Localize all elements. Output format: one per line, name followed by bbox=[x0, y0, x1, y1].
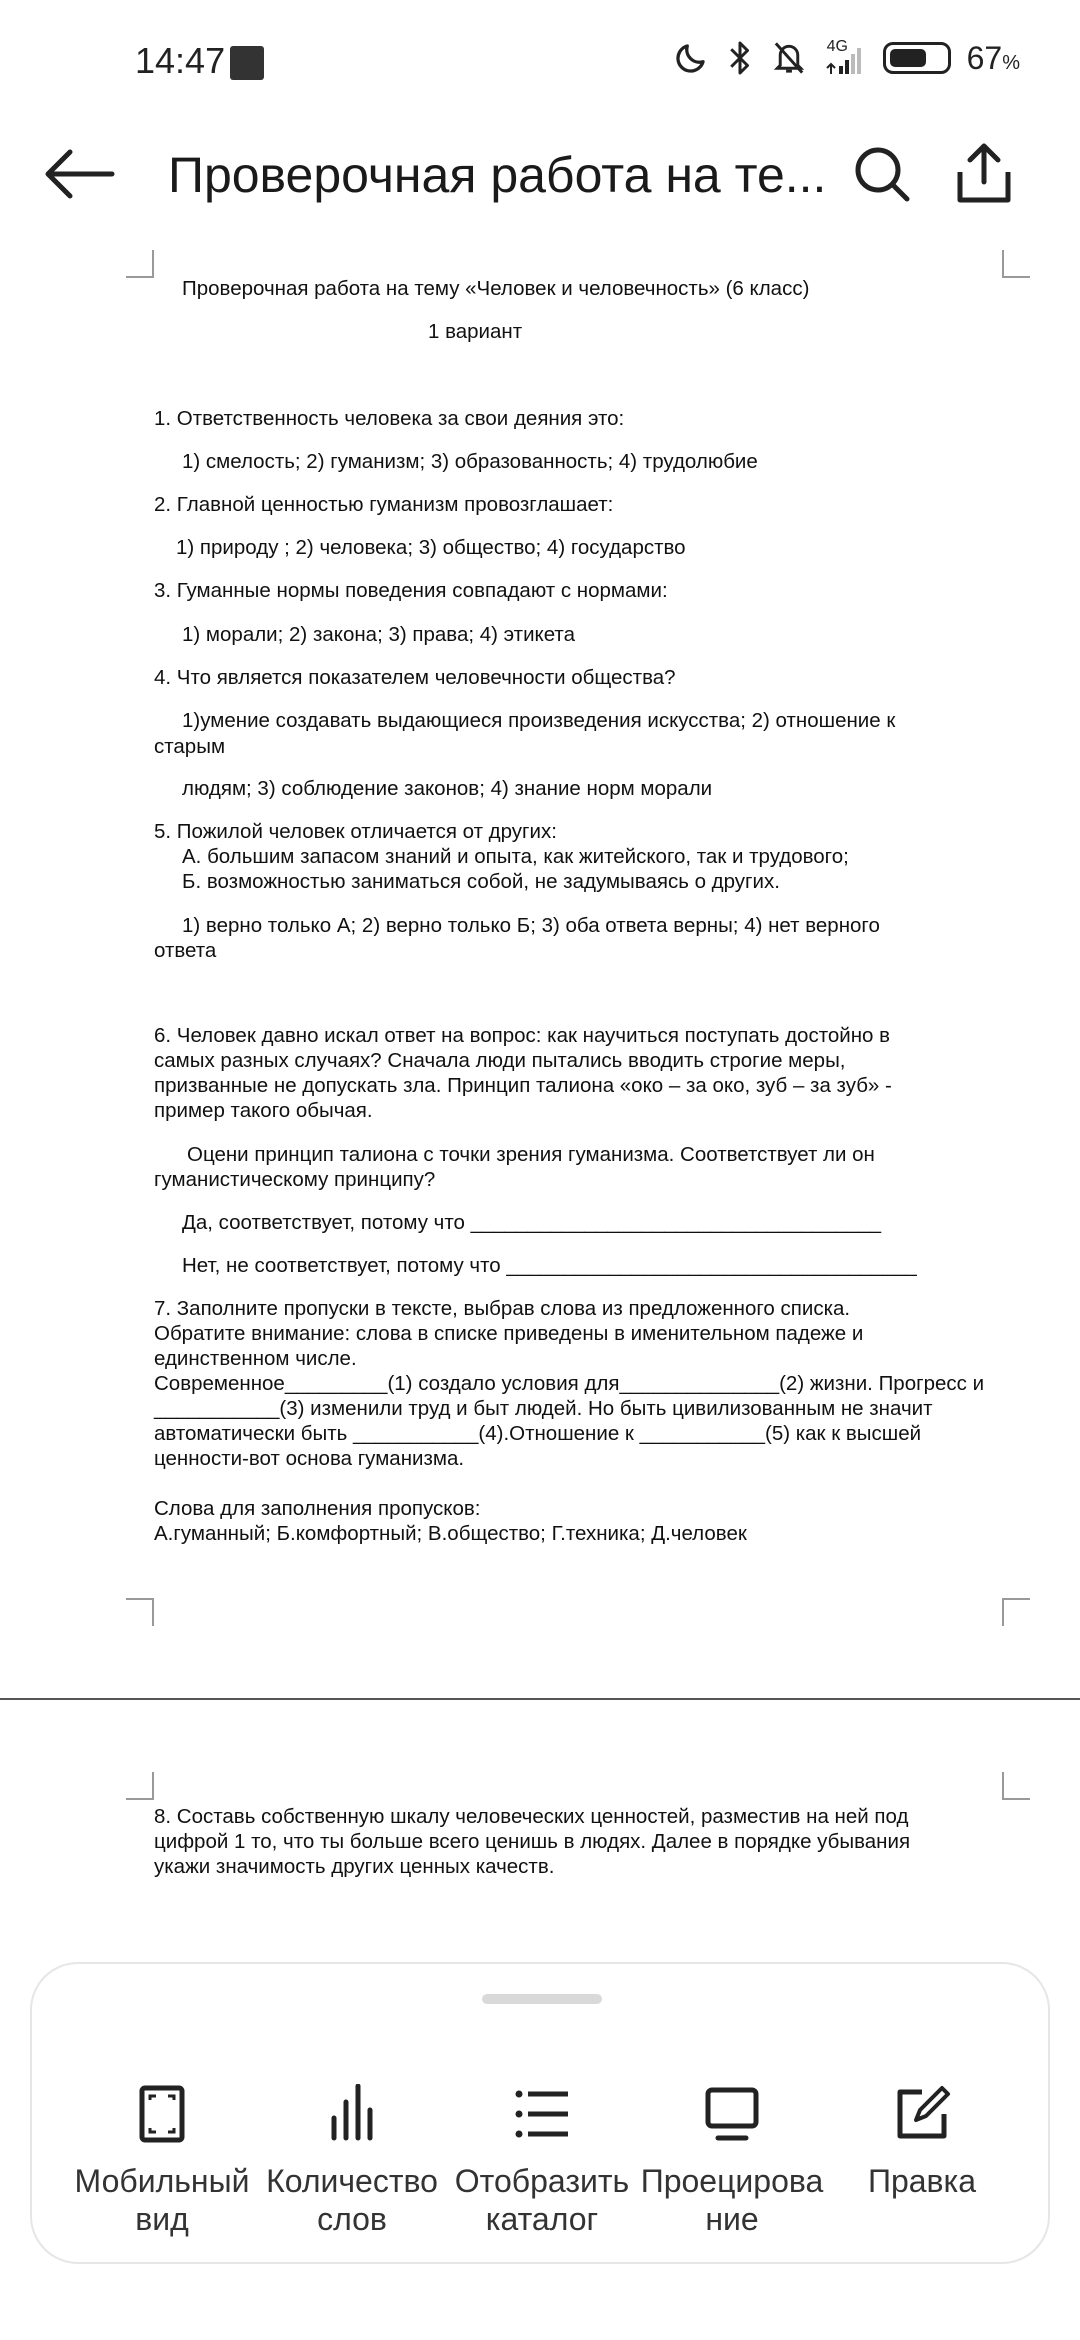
page-corner-mark bbox=[1002, 250, 1030, 278]
question-7-line4: Современное_________(1) создало условия для______________(2) жизни. Прогресс и bbox=[154, 1372, 985, 1395]
sheet-drag-handle[interactable] bbox=[482, 1994, 602, 2004]
question-8-line1: 8. Составь собственную шкалу человеческих ценностей, разместив на ней под bbox=[154, 1805, 909, 1828]
moon-icon bbox=[673, 40, 709, 76]
projection-label-2: ние bbox=[705, 2201, 759, 2237]
projection-label-1: Проецирова bbox=[640, 2163, 824, 2199]
page-corner-mark bbox=[1002, 1772, 1030, 1800]
question-1: 1. Ответственность человека за свои деяния это: bbox=[154, 407, 625, 430]
question-7-line5: ___________(3) изменили труд и быт людей. Но быть цивилизованным не значит bbox=[154, 1397, 933, 1420]
question-5-options-line2: ответа bbox=[154, 939, 217, 962]
question-2-options: 1) природу ; 2) человека; 3) общество; 4) государство bbox=[176, 536, 686, 559]
page-divider bbox=[0, 1698, 1080, 1700]
catalog-list-icon bbox=[512, 2084, 572, 2144]
signal-icon bbox=[823, 38, 867, 78]
question-7-words-label: Слова для заполнения пропусков: bbox=[154, 1497, 481, 1520]
word-count-label-1: Количество bbox=[266, 2163, 438, 2199]
page-corner-mark bbox=[126, 1598, 154, 1626]
question-7-line1: 7. Заполните пропуски в тексте, выбрав слова из предложенного списка. bbox=[154, 1297, 851, 1320]
show-catalog-label-2: каталог bbox=[485, 2201, 599, 2237]
mobile-view-button[interactable] bbox=[67, 2084, 257, 2238]
bell-muted-icon bbox=[771, 39, 807, 77]
mobile-view-icon bbox=[132, 2084, 192, 2144]
projection-button[interactable] bbox=[637, 2084, 827, 2238]
question-7-line6: автоматически быть ___________(4).Отношение к ___________(5) как к высшей bbox=[154, 1422, 922, 1445]
question-6-answer-yes: Да, соответствует, потому что ____________________________________ bbox=[182, 1211, 882, 1234]
page-corner-mark bbox=[126, 1772, 154, 1800]
question-6-line2: самых разных случаях? Сначала люди пытались вводить строгие меры, bbox=[154, 1049, 846, 1072]
mobile-view-label-2: вид bbox=[135, 2201, 189, 2237]
word-count-label-2: слов bbox=[317, 2201, 387, 2237]
network-type: 4G bbox=[826, 38, 848, 55]
question-4-options-line2: старым bbox=[154, 735, 226, 758]
question-1-options: 1) смелость; 2) гуманизм; 3) образованность; 4) трудолюбие bbox=[182, 450, 758, 473]
question-4-options-line1: 1)умение создавать выдающиеся произведения искусства; 2) отношение к bbox=[182, 709, 896, 732]
question-7-line7: ценности-вот основа гуманизма. bbox=[154, 1447, 465, 1470]
question-2: 2. Главной ценностью гуманизм провозглашает: bbox=[154, 493, 614, 516]
question-6-task-line2: гуманистическому принципу? bbox=[154, 1168, 436, 1191]
show-catalog-button[interactable] bbox=[447, 2084, 637, 2238]
doc-title: Проверочная работа на тему «Человек и человечность» (6 класс) bbox=[182, 277, 810, 300]
back-arrow-icon bbox=[40, 144, 120, 204]
status-time: 14:47 bbox=[135, 40, 226, 81]
share-icon bbox=[952, 140, 1016, 206]
page-corner-mark bbox=[126, 250, 154, 278]
question-5-options-line1: 1) верно только А; 2) верно только Б; 3) оба ответа верны; 4) нет верного bbox=[182, 914, 880, 937]
battery-fill bbox=[890, 49, 926, 67]
edit-label: Правка bbox=[867, 2163, 977, 2199]
status-icons bbox=[673, 38, 1020, 78]
notification-square-icon bbox=[230, 46, 264, 80]
question-6-line4: пример такого обычая. bbox=[154, 1099, 373, 1122]
page-corner-mark bbox=[1002, 1598, 1030, 1626]
projection-monitor-icon bbox=[702, 2084, 762, 2144]
question-6-line3: призванные не допускать зла. Принцип талиона «око – за око, зуб – за зуб» - bbox=[154, 1074, 892, 1097]
question-6-task-line1: Оцени принцип талиона с точки зрения гуманизма. Соответствует ли он bbox=[187, 1143, 875, 1166]
question-8-line2: цифрой 1 то, что ты больше всего ценишь в людях. Далее в порядке убывания bbox=[154, 1830, 911, 1853]
search-icon bbox=[850, 142, 914, 206]
question-5: 5. Пожилой человек отличается от других: bbox=[154, 820, 557, 843]
question-5-statement-a: А. большим запасом знаний и опыта, как житейского, так и трудового; bbox=[182, 845, 849, 868]
status-bar bbox=[0, 0, 1080, 120]
battery-icon bbox=[883, 42, 951, 74]
mobile-view-label-1: Мобильный bbox=[74, 2163, 250, 2199]
bluetooth-icon bbox=[725, 39, 755, 77]
question-4: 4. Что является показателем человечности общества? bbox=[154, 666, 676, 689]
question-4-options-line3: людям; 3) соблюдение законов; 4) знание норм морали bbox=[182, 777, 713, 800]
share-button[interactable] bbox=[952, 140, 1016, 206]
app-bar bbox=[0, 120, 1080, 230]
question-5-statement-b: Б. возможностью заниматься собой, не задумываясь о других. bbox=[182, 870, 780, 893]
question-6-line1: 6. Человек давно искал ответ на вопрос: как научиться поступать достойно в bbox=[154, 1024, 891, 1047]
question-3: 3. Гуманные нормы поведения совпадают с нормами: bbox=[154, 579, 668, 602]
question-3-options: 1) морали; 2) закона; 3) права; 4) этикета bbox=[182, 623, 575, 646]
battery-percent: 67% bbox=[966, 39, 1020, 76]
word-count-icon bbox=[322, 2084, 382, 2144]
question-7-line3: единственном числе. bbox=[154, 1347, 357, 1370]
show-catalog-label-1: Отобразить bbox=[454, 2163, 630, 2199]
word-count-button[interactable] bbox=[257, 2084, 447, 2238]
question-8-line3: укажи значимость других ценных качеств. bbox=[154, 1855, 555, 1878]
search-button[interactable] bbox=[850, 142, 914, 206]
edit-button[interactable] bbox=[827, 2084, 1017, 2200]
question-7-words: А.гуманный; Б.комфортный; В.общество; Г.техника; Д.человек bbox=[154, 1522, 747, 1545]
edit-icon bbox=[892, 2084, 952, 2144]
doc-variant: 1 вариант bbox=[428, 320, 523, 343]
document-title: Проверочная работа на те... bbox=[168, 147, 827, 203]
question-6-answer-no: Нет, не соответствует, потому что ____________________________________ bbox=[182, 1254, 917, 1277]
question-7-line2: Обратите внимание: слова в списке приведены в именительном падеже и bbox=[154, 1322, 864, 1345]
back-button[interactable] bbox=[40, 144, 120, 204]
bottom-sheet bbox=[30, 1962, 1050, 2264]
